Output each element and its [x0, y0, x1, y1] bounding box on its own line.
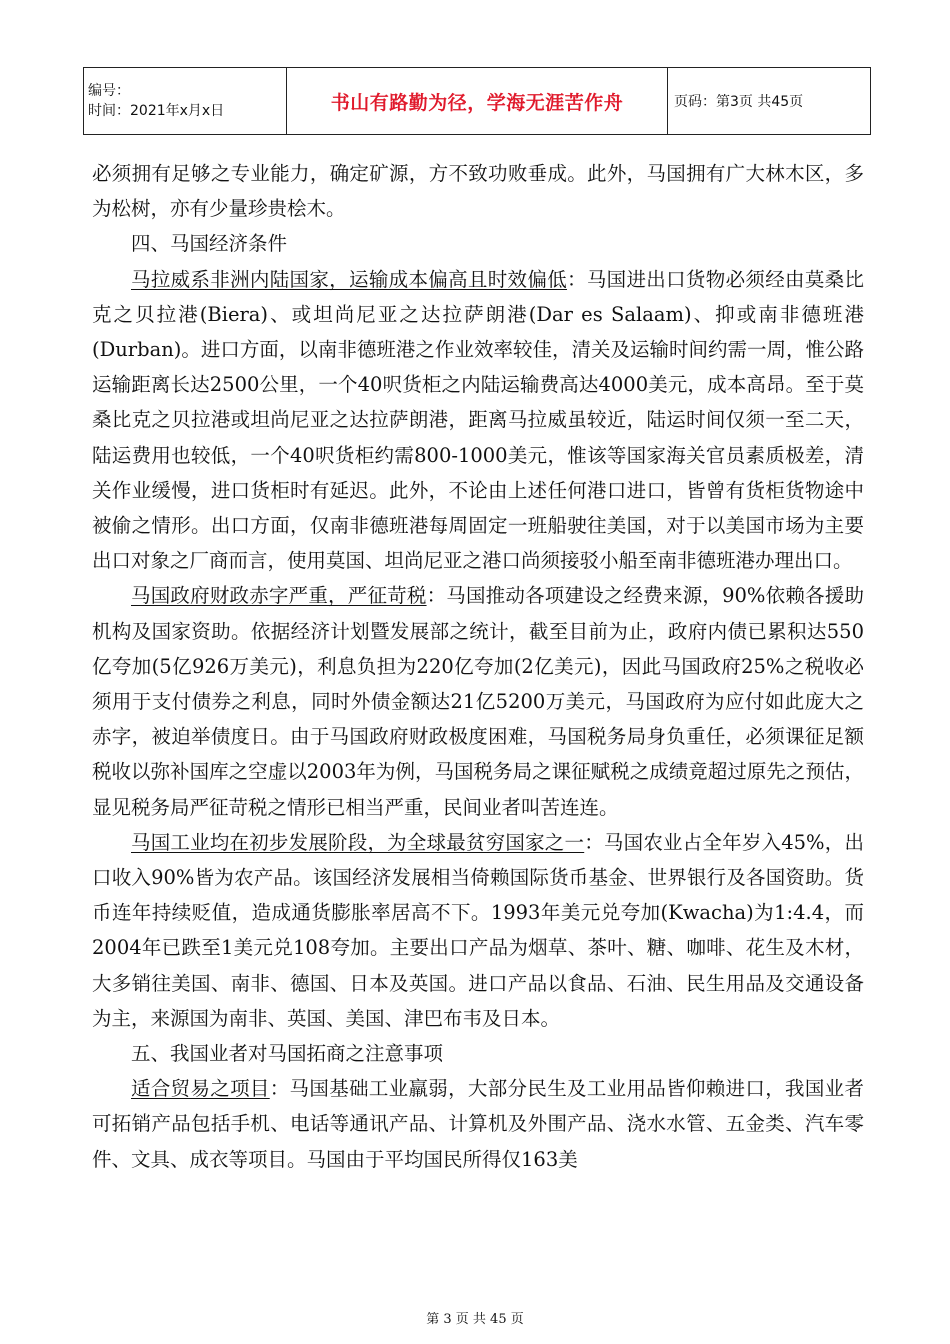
document-time-label: 时间：2021年x月x日: [88, 103, 225, 119]
paragraph-topic-industry: 马国工业均在初步发展阶段，为全球最贫穷国家之一: [131, 830, 585, 854]
paragraph-text-industry: ：马国农业占全年岁入45%，出口收入90%皆为农产品。该国经济发展相当倚赖国际货币基金、世界银行及各国资助。货币连年持续贬值，造成通货膨胀率居高不下。1993年美元兑夸加(Kwacha)为1:4.4，而2004年已跌至1美元兑108夸加。主要出口产品为烟草、茶叶、糖、咖啡、花生及木材，大多销往美国、南非、德国、日本及英国。进口产品以食品、石油、民生用品及交通设备为主，来源国为南非、英国、美国、津巴布韦及日本。: [92, 830, 864, 1030]
page-footer: 第 3 页 共 45 页: [426, 1312, 524, 1327]
document-body: [92, 156, 864, 1177]
body-paragraph-transport: [92, 262, 864, 579]
header-motto: 书山有路勤为径，学海无涯苦作舟: [287, 68, 668, 135]
page-header: [83, 67, 871, 135]
paragraph-topic-transport: 马拉威系非洲内陆国家，运输成本偏高且时效偏低: [131, 267, 568, 291]
section-heading-4: 四、马国经济条件: [131, 232, 288, 256]
document-number-label: 编号：: [88, 83, 130, 99]
paragraph-topic-finance: 马国政府财政赤字严重，严征苛税: [131, 584, 427, 608]
header-page-info: 页码：第3页 共45页: [668, 68, 871, 135]
body-paragraph-industry: [92, 825, 864, 1036]
paragraph-topic-trade: 适合贸易之项目: [131, 1077, 270, 1101]
header-meta-cell: [84, 68, 287, 135]
body-paragraph-1: 必须拥有足够之专业能力，确定矿源，方不致功败垂成。此外，马国拥有广大林木区，多为松树，亦有少量珍贵桧木。: [92, 162, 864, 221]
section-heading-5: 五、我国业者对马国拓商之注意事项: [131, 1042, 444, 1066]
body-paragraph-trade: [92, 1071, 864, 1177]
body-paragraph-finance: [92, 578, 864, 824]
paragraph-text-finance: ：马国推动各项建设之经费来源，90%依赖各援助机构及国家资助。依据经济计划暨发展部之统计，截至目前为止，政府内债已累积达550亿夸加(5亿926万美元)，利息负担为220亿夸加(2亿美元)，因此马国政府25%之税收必须用于支付债券之利息，同时外债金额达21亿5200万美元，马国政府为应付如此庞大之赤字，被迫举债度日。由于马国政府财政极度困难，马国税务局身负重任，必须课征足额税收以弥补国库之空虚以2003年为例，马国税务局之课征赋税之成绩竟超过原先之预估，显见税务局严征苛税之情形已相当严重，民间业者叫苦连连。: [92, 584, 864, 819]
paragraph-text-transport: ：马国进出口货物必须经由莫桑比克之贝拉港(Biera)、或坦尚尼亚之达拉萨朗港(Dar es Salaam)、抑或南非德班港(Durban)。进口方面，以南非德班港之作业效率较佳，清关及运输时间约需一周，惟公路运输距离长达2500公里，一个40呎货柜之内陆运输费高达4000美元，成本高昂。至于莫桑比克之贝拉港或坦尚尼亚之达拉萨朗港，距离马拉威虽较近，陆运时间仅须一至二天，陆运费用也较低，一个40呎货柜约需800-1000美元，惟该等国家海关官员素质极差，清关作业缓慢，进口货柜时有延迟。此外，不论由上述任何港口进口，皆曾有货柜货物途中被偷之情形。出口方面，仅南非德班港每周固定一班船驶往美国，对于以美国市场为主要出口对象之厂商而言，使用莫国、坦尚尼亚之港口尚须接驳小船至南非德班港办理出口。: [92, 267, 864, 573]
paragraph-text-trade: ：马国基础工业羸弱，大部分民生及工业用品皆仰赖进口，我国业者可拓销产品包括手机、电话等通讯产品、计算机及外围产品、浇水水管、五金类、汽车零件、文具、成衣等项目。马国由于平均国民所得仅163美: [92, 1077, 864, 1171]
